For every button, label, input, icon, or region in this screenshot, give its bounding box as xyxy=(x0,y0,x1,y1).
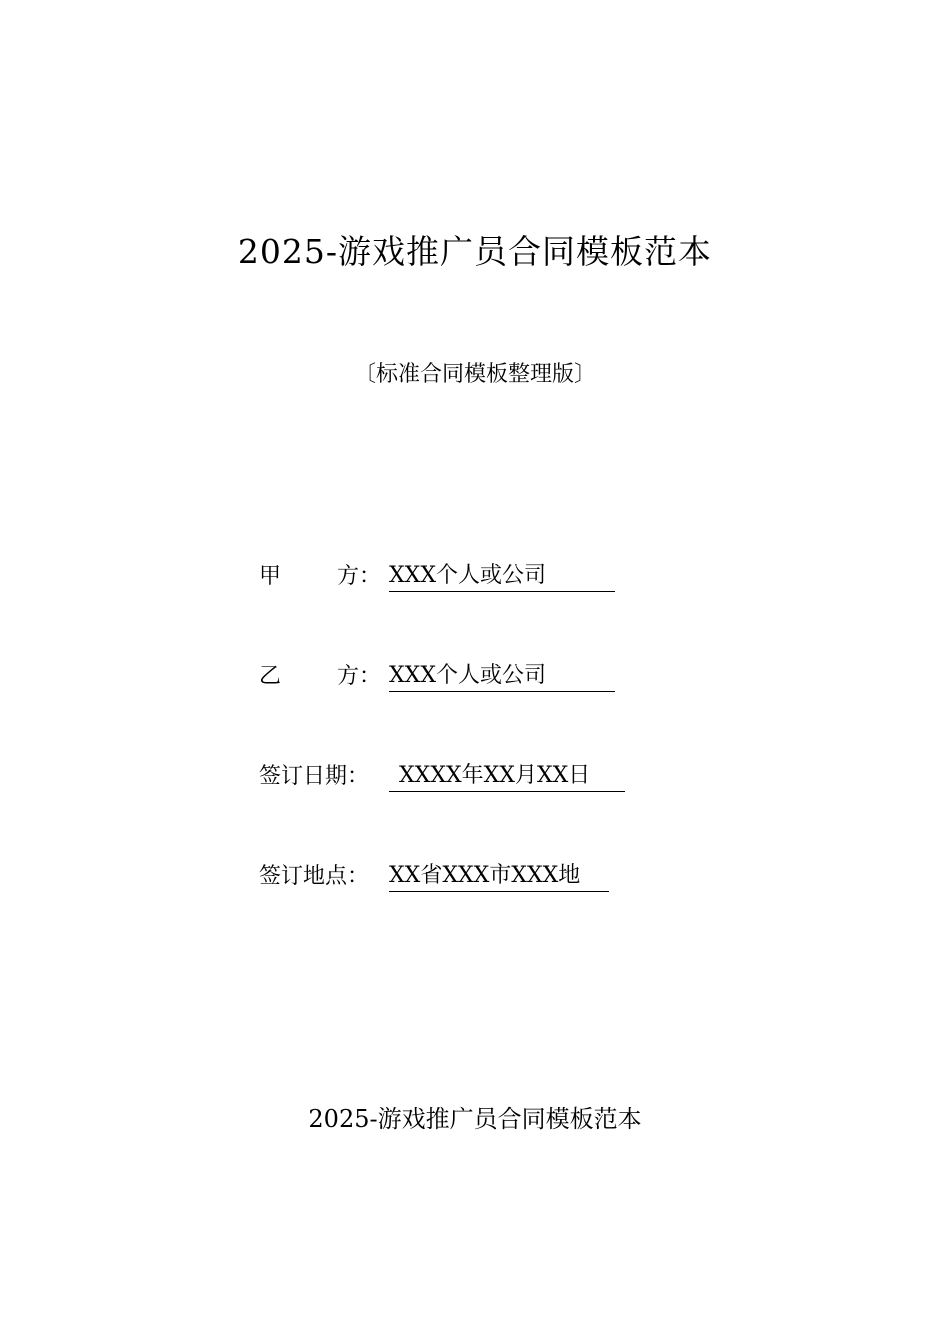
sign-place-field xyxy=(259,858,609,892)
sign-date-value: XXXX年XX月XX日 xyxy=(389,762,625,792)
party-b-label xyxy=(259,662,389,692)
party-a-field xyxy=(259,558,615,592)
party-a-label-last: 方： xyxy=(337,564,382,589)
party-b-label-last: 方： xyxy=(337,664,382,689)
sign-date-field xyxy=(259,758,625,792)
party-b-field xyxy=(259,658,615,692)
footer-title: 2025-游戏推广员合同模板范本 xyxy=(308,1105,642,1133)
sign-date-label: 签订日期： xyxy=(259,764,370,789)
party-a-value: XXX个人或公司 xyxy=(389,562,615,592)
sign-place-label: 签订地点： xyxy=(259,864,370,889)
party-b-label-first: 乙 xyxy=(259,664,282,689)
document-subtitle: 〔标准合同模板整理版〕 xyxy=(353,362,596,387)
party-a-label-first: 甲 xyxy=(259,564,282,589)
party-a-label xyxy=(259,562,389,592)
sign-place-value: XX省XXX市XXX地 xyxy=(389,862,609,892)
document-title: 2025-游戏推广员合同模板范本 xyxy=(237,232,713,271)
party-b-value: XXX个人或公司 xyxy=(389,662,615,692)
